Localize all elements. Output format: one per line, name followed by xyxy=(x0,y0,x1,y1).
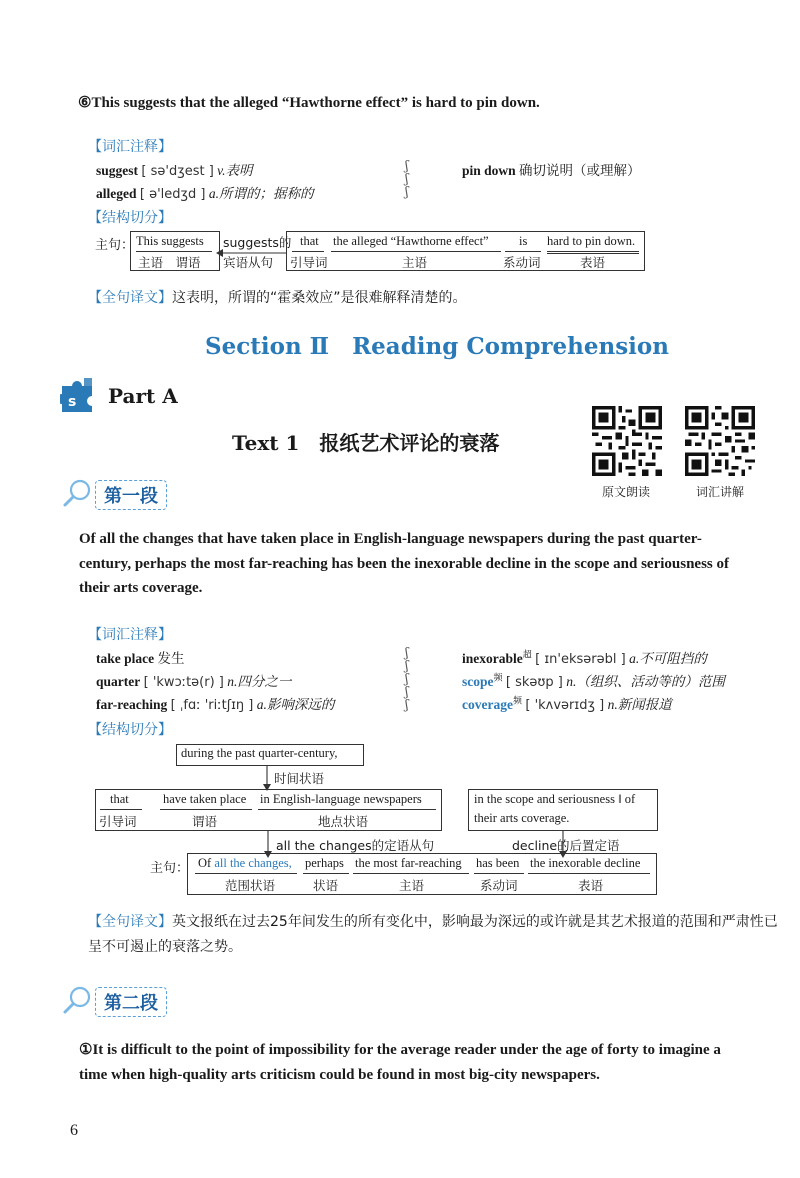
puzzle-icon xyxy=(60,376,100,418)
underline xyxy=(331,251,501,252)
s6-is-label: 系动词 xyxy=(503,255,541,270)
underline xyxy=(505,251,541,252)
section-title: Section Ⅱ Reading Comprehension xyxy=(205,333,669,360)
p1-of-all-changes: Of all the changes, xyxy=(198,856,292,870)
p1-have-taken-place: have taken place xyxy=(163,792,247,806)
vocab-quarter: quarter [ 'kwɔːtə(r) ] n.四分之一 xyxy=(96,674,292,690)
qr-code-reading[interactable] xyxy=(592,406,662,476)
s6-suggests-of: suggests的 xyxy=(223,235,292,250)
p1-has-been: has been xyxy=(476,856,520,870)
s6-complement-label: 表语 xyxy=(580,255,606,270)
vocab-suggest: suggest [ sə'dʒest ] v.表明 xyxy=(96,163,253,179)
p1-predicate-label: 谓语 xyxy=(192,814,218,829)
sentence-6: ⑥This suggests that the alleged “Hawthorne effect” is hard to pin down. xyxy=(78,95,540,111)
p1-that-label: 引导词 xyxy=(99,814,137,829)
magnifier-icon-2 xyxy=(62,985,94,1019)
part-title: Part A xyxy=(108,384,178,408)
vocab-pin-down: pin down 确切说明（或理解） xyxy=(462,163,641,178)
para2-heading: 第二段 xyxy=(95,987,167,1017)
vocab-notes-label-2: 【词汇注释】 xyxy=(88,627,172,643)
underline xyxy=(547,251,639,252)
vocab-far-reaching: far-reaching [ ˌfɑː 'riːtʃɪŋ ] a.影响深远的 xyxy=(96,697,335,713)
p1-complement-label: 表语 xyxy=(578,878,604,893)
vocab-coverage: coverage$^频$ [ 'kʌvərɪdʒ ] n.新闻报道 xyxy=(462,695,672,713)
p1-decline: the inexorable decline xyxy=(530,856,641,870)
underline xyxy=(474,873,524,874)
p1-translation: 【全句译文】英文报纸在过去25年间发生的所有变化中，影响最为深远的或许就是其艺术报道的范围和严肃性已呈不可遏止的衰落之势。 xyxy=(88,914,778,955)
p1-linking-label: 系动词 xyxy=(480,878,518,893)
p1-postmod-line1: in the scope and seriousness ‖ of xyxy=(474,792,636,806)
zigzag-divider-2: ʃ ʃ ʃ ʃ ʃ xyxy=(405,646,409,713)
p1-in-newspapers: in English-language newspapers xyxy=(260,792,422,806)
main-clause-label-2: 主句： xyxy=(150,861,190,876)
underline xyxy=(303,873,349,874)
para1-text: Of all the changes that have taken place in English-language newspapers during the past quarter-century, perhaps the most far-reaching has been the inexorable decline in the scope and seriousness of their arts coverage. xyxy=(79,531,729,596)
arrow-left xyxy=(216,243,286,253)
underline xyxy=(292,251,324,252)
underline xyxy=(160,809,252,810)
para1-heading: 第一段 xyxy=(95,480,167,510)
qr-code-vocab[interactable] xyxy=(685,406,755,476)
page-number: 6 xyxy=(70,1122,78,1139)
para2-text: ①It is difficult to the point of impossibility for the average reader under the age of forty to imagine a time when high-quality arts criticism could be found in most big-city newspapers. xyxy=(79,1042,721,1083)
p1-place-label: 地点状语 xyxy=(318,814,369,829)
magnifier-icon xyxy=(62,478,94,512)
main-clause-label: 主句： xyxy=(95,238,135,253)
p1-post-attr-label: decline的后置定语 xyxy=(512,838,620,853)
underline xyxy=(258,809,436,810)
underline xyxy=(195,873,297,874)
p1-that: that xyxy=(110,792,129,806)
p1-attr-clause-label: all the changes的定语从句 xyxy=(276,838,435,853)
structure-label-2: 【结构切分】 xyxy=(88,722,172,738)
s6-is: is xyxy=(519,234,528,248)
p1-time-label: 时间状语 xyxy=(274,771,325,786)
zigzag-divider: ʃ ʃ ʃ xyxy=(405,159,409,200)
s6-subj-pred-label: 主语 谓语 xyxy=(138,255,201,270)
vocab-inexorable: inexorable$^超$ [ ɪn'eksərəbl ] a.不可阻挡的 xyxy=(462,649,707,667)
s6-complement: hard to pin down. xyxy=(547,234,636,248)
underline xyxy=(100,809,142,810)
p1-perhaps: perhaps xyxy=(305,856,344,870)
underline xyxy=(353,873,469,874)
underline xyxy=(136,251,212,252)
p1-most-far: the most far-reaching xyxy=(355,856,462,870)
underline xyxy=(528,873,650,874)
s6-that-label: 引导词 xyxy=(290,255,328,270)
p1-subject-label: 主语 xyxy=(399,878,425,893)
vocab-notes-label: 【词汇注释】 xyxy=(88,139,172,155)
s6-that: that xyxy=(300,234,319,248)
qr-label-reading: 原文朗读 xyxy=(602,485,651,499)
s6-subject: the alleged “Hawthorne effect” xyxy=(333,234,489,248)
qr-label-vocab: 词汇讲解 xyxy=(696,485,745,499)
structure-label: 【结构切分】 xyxy=(88,210,172,226)
vocab-scope: scope$^频$ [ skəʊp ] n.（组织、活动等的）范围 xyxy=(462,672,725,690)
s6-subject-label: 主语 xyxy=(402,255,428,270)
vocab-alleged: alleged [ ə'ledʒd ] a.所谓的；据称的 xyxy=(96,186,314,202)
p1-adverbial-label: 状语 xyxy=(313,878,339,893)
p1-postmod-line2: their arts coverage. xyxy=(474,811,570,825)
s6-object-clause: 宾语从句 xyxy=(223,255,274,270)
svg-text:s: s xyxy=(68,394,77,410)
p1-time-phrase: during the past quarter-century, xyxy=(181,746,338,760)
s6-this-suggests: This suggests xyxy=(136,234,204,248)
text-title: Text 1 报纸艺术评论的衰落 xyxy=(232,431,500,455)
vocab-take-place: take place 发生 xyxy=(96,651,185,666)
s6-translation: 【全句译文】这表明，所谓的“霍桑效应”是很难解释清楚的。 xyxy=(88,290,467,306)
p1-range-label: 范围状语 xyxy=(225,878,276,893)
